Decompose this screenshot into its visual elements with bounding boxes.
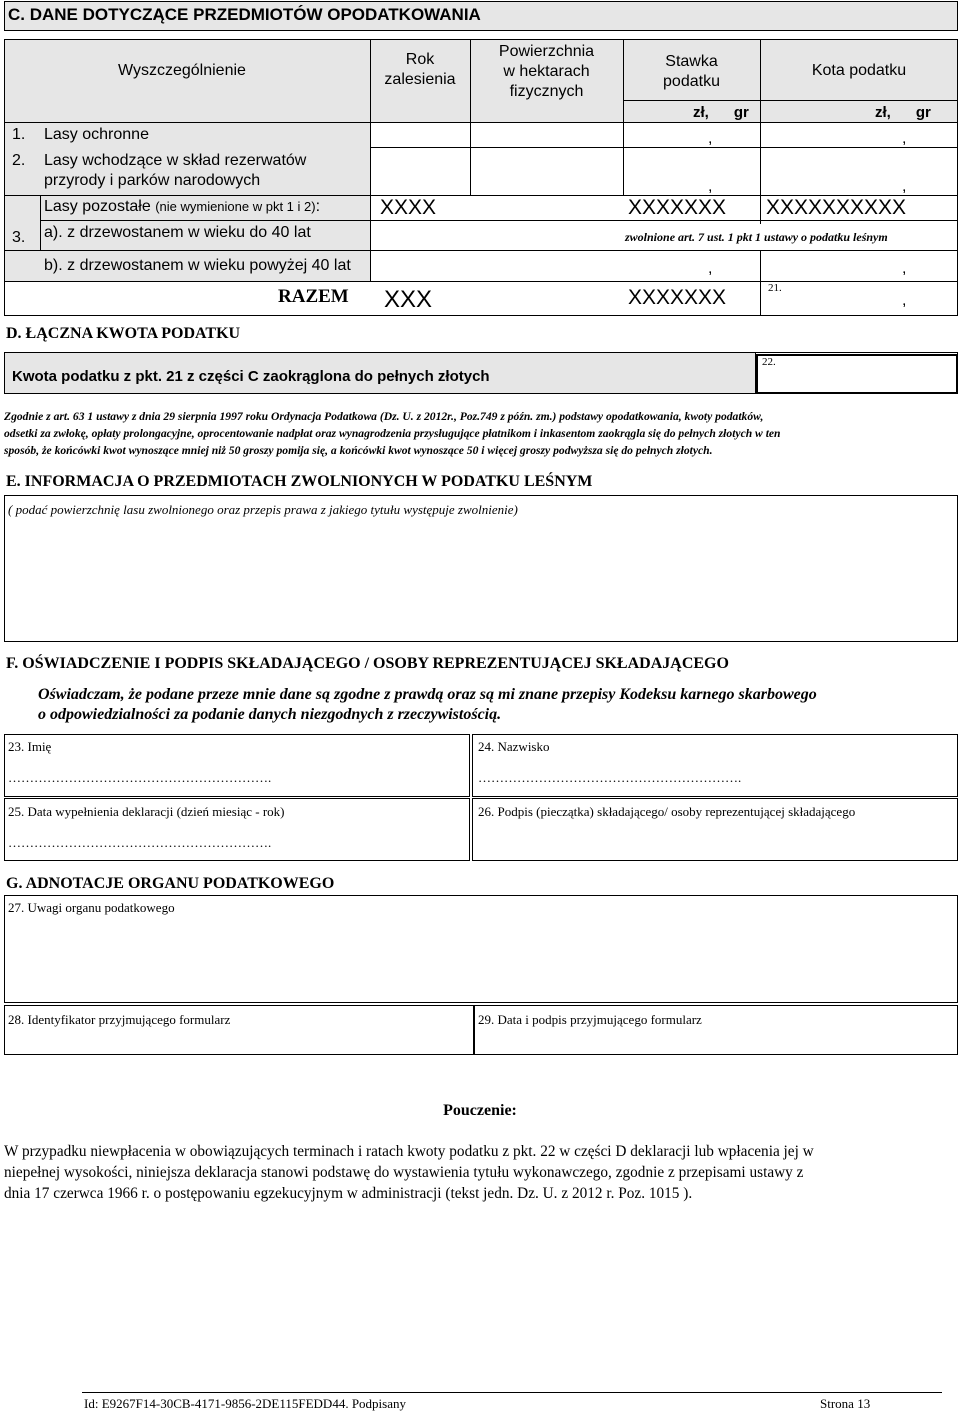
col-header-stawka bbox=[623, 52, 760, 92]
row-label-3b: b). z drzewostanem w wieku powyżej 40 lat bbox=[44, 257, 351, 274]
footer-document-id: Id: E9267F14-30CB-4171-9856-2DE115FEDD44. Podpisany bbox=[84, 1396, 406, 1411]
divider bbox=[370, 147, 958, 148]
section-d-label: Kwota podatku z pkt. 21 z części C zaokrąglona do pełnych złotych bbox=[12, 368, 490, 385]
unit-label-kwota: zł, gr bbox=[875, 104, 931, 121]
field-22-input[interactable] bbox=[756, 354, 958, 394]
field-26-label: 26. Podpis (pieczątka) składającego/ osoby reprezentującej składającego bbox=[478, 804, 856, 819]
razem-xxxx: XXXXXXX bbox=[628, 286, 727, 309]
comma-stawka: , bbox=[708, 178, 713, 195]
pouczenie-line-1: W przypadku niewpłacenia w obowiązujących terminach i ratach kwoty podatku z pkt. 22 w części D deklaracji lub wpłacenia jej w bbox=[4, 1143, 814, 1160]
field-27-label: 27. Uwagi organu podatkowego bbox=[8, 900, 175, 915]
label-main: Lasy pozostałe bbox=[44, 198, 151, 215]
col-header-line: Powierzchnia bbox=[498, 43, 595, 60]
razem-label: RAZEM bbox=[278, 286, 349, 307]
row-number: 3. bbox=[12, 229, 26, 246]
comma-kwota: , bbox=[902, 260, 907, 277]
field-24-label: 24. Nazwisko bbox=[478, 739, 550, 754]
section-g-title: G. ADNOTACJE ORGANU PODATKOWEGO bbox=[6, 875, 335, 892]
divider bbox=[40, 195, 41, 250]
divider bbox=[40, 220, 958, 221]
field-28-label: 28. Identyfikator przyjmującego formularz bbox=[8, 1012, 231, 1027]
divider bbox=[760, 250, 761, 316]
comma-kwota: , bbox=[902, 178, 907, 195]
section-e-title: E. INFORMACJA O PRZEDMIOTACH ZWOLNIONYCH W PODATKU LEŚNYM bbox=[6, 473, 593, 490]
comma-stawka: , bbox=[708, 260, 713, 277]
footer-rule bbox=[82, 1392, 942, 1393]
section-d-title: D. ŁĄCZNA KWOTA PODATKU bbox=[6, 325, 241, 342]
razem-xxx: XXX bbox=[384, 286, 433, 313]
col-header-wyszczegolnienie: Wyszczególnienie bbox=[118, 62, 246, 79]
row-label-rezerwaty-2: przyrody i parków narodowych bbox=[44, 172, 261, 189]
col-header-rok-line: Rok bbox=[405, 51, 435, 68]
col-header-line: w hektarach bbox=[503, 63, 590, 80]
row-label-lasy-ochronne: Lasy ochronne bbox=[44, 126, 149, 143]
pouczenie-title: Pouczenie: bbox=[443, 1102, 517, 1119]
field-21-label: 21. bbox=[768, 282, 782, 294]
field-22-label: 22. bbox=[762, 356, 776, 368]
section-f-title: F. OŚWIADCZENIE I PODPIS SKŁADAJĄCEGO / OSOBY REPREZENTUJĄCEJ SKŁADAJĄCEGO bbox=[6, 655, 729, 672]
row-label-3a: a). z drzewostanem w wieku do 40 lat bbox=[44, 224, 311, 241]
divider bbox=[470, 122, 471, 195]
rounding-note-2: odsetki za zwłokę, opłaty prolongacyjne, oprocentowanie nadpłat oraz wynagrodzenia przysługujące płatnikom i inkasentom zaokrągla się do pełnych złotych w ten bbox=[4, 427, 781, 440]
divider bbox=[623, 100, 958, 101]
xxxx-stawka: XXXXXXX bbox=[628, 196, 727, 219]
field-29-label: 29. Data i podpis przyjmującego formularz bbox=[478, 1012, 702, 1027]
footer-page-number: Strona 13 bbox=[820, 1396, 871, 1411]
statement-line-1: Oświadczam, że podane przeze mnie dane są zgodne z prawdą oraz są mi znane przepisy Kodeksu karnego skarbowego bbox=[38, 686, 817, 703]
label-note: (nie wymienione w pkt 1 i 2) bbox=[155, 199, 316, 214]
label-colon: : bbox=[315, 198, 321, 215]
rounding-note-3: sposób, że końcówki kwot wynoszące mniej niż 50 groszy pomija się, a końcówki kwot wynoszące 50 i więcej groszy podwyższa się do pełnych złotych. bbox=[4, 444, 713, 457]
rounding-note-1: Zgodnie z art. 63 1 ustawy z dnia 29 sierpnia 1997 roku Ordynacja Podatkowa (Dz. U. z 2012r., Poz.749 z późn. zm.) podstawy opodatkowania, kwoty podatków, bbox=[4, 410, 764, 423]
exemption-note: zwolnione art. 7 ust. 1 pkt 1 ustawy o podatku leśnym bbox=[625, 230, 888, 244]
field-23-box[interactable] bbox=[4, 734, 470, 797]
divider bbox=[4, 250, 958, 251]
col-header-line: podatku bbox=[663, 73, 720, 90]
col-header-powierzchnia bbox=[470, 42, 623, 102]
field-25-dots: ……………………………………………………. bbox=[8, 835, 272, 850]
field-24-dots: ……………………………………………………. bbox=[478, 770, 742, 785]
field-23-dots: ……………………………………………………. bbox=[8, 770, 272, 785]
xxxx-rok: XXXX bbox=[380, 196, 437, 219]
row-number: 1. bbox=[12, 126, 26, 143]
col-header-rok-line: zalesienia bbox=[384, 71, 456, 88]
row-number: 2. bbox=[12, 152, 26, 169]
divider bbox=[623, 122, 624, 195]
comma-kwota: , bbox=[902, 130, 907, 147]
comma-stawka: , bbox=[708, 130, 713, 147]
section-c-title: C. DANE DOTYCZĄCE PRZEDMIOTÓW OPODATKOWANIA bbox=[8, 5, 481, 24]
col-header-rok bbox=[370, 50, 470, 90]
col-header-line: Stawka bbox=[665, 53, 718, 70]
field-25-label: 25. Data wypełnienia deklaracji (dzień miesiąc - rok) bbox=[8, 804, 285, 819]
col-header-kwota: Kota podatku bbox=[811, 62, 907, 79]
unit-label-stawka: zł, gr bbox=[693, 104, 749, 121]
field-21-comma: , bbox=[902, 292, 907, 309]
row-label-lasy-pozostale bbox=[44, 198, 320, 216]
xxxx-kwota: XXXXXXXXXX bbox=[766, 196, 907, 219]
field-23-label: 23. Imię bbox=[8, 739, 52, 754]
col-header-line: fizycznych bbox=[509, 83, 584, 100]
row-label-rezerwaty: Lasy wchodzące w skład rezerwatów bbox=[44, 152, 307, 169]
section-e-hint: ( podać powierzchnię lasu zwolnionego oraz przepis prawa z jakiego tytułu występuje zwolnienie) bbox=[8, 502, 518, 517]
pouczenie-line-2: niepełnej wysokości, niniejsza deklaracja stanowi podstawę do wystawienia tytułu wykonawczego, zgodnie z przepisami ustawy z bbox=[4, 1164, 804, 1181]
divider bbox=[4, 122, 958, 123]
statement-line-2: o odpowiedzialności za podanie danych niezgodnych z rzeczywistością. bbox=[38, 706, 502, 723]
pouczenie-line-3: dnia 17 czerwca 1966 r. o postępowaniu egzekucyjnym w administracji (tekst jedn. Dz. U. z 2012 r. Poz. 1015 ). bbox=[4, 1185, 693, 1202]
